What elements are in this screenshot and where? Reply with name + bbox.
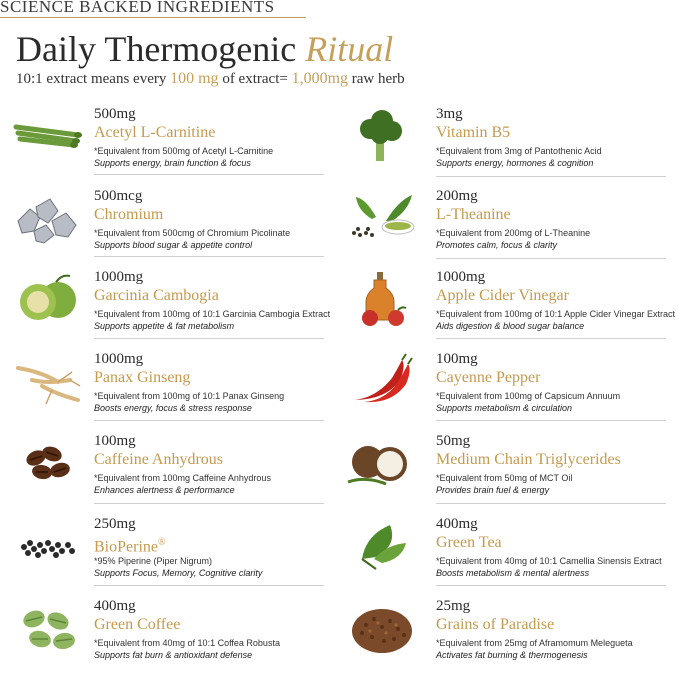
eyebrow-label: SCIENCE BACKED INGREDIENTS bbox=[0, 0, 275, 16]
ingredient-name: Green Tea bbox=[436, 534, 502, 551]
divider bbox=[94, 585, 324, 586]
green-coffee-beans-icon bbox=[12, 597, 84, 657]
ingredient-benefit: Supports energy, brain function & focus bbox=[94, 158, 251, 168]
ingredient-benefit: Activates fat burning & thermogenesis bbox=[436, 650, 588, 660]
ingredient-equivalent: *Equivalent from 100mg of Capsicum Annuum bbox=[436, 391, 621, 401]
ingredient-name: Vitamin B5 bbox=[436, 124, 511, 141]
ingredient-benefit: Supports metabolism & circulation bbox=[436, 403, 573, 413]
chili-pepper-icon bbox=[346, 350, 418, 410]
ingredient-name: L-Theanine bbox=[436, 206, 511, 223]
subtitle-part-b: 100 mg bbox=[170, 70, 219, 87]
broccoli-icon bbox=[346, 105, 418, 165]
vinegar-bottle-apples-icon bbox=[346, 268, 418, 328]
ingredient-name: Acetyl L-Carnitine bbox=[94, 124, 216, 141]
ingredient-name: Garcinia Cambogia bbox=[94, 287, 219, 304]
eyebrow-underline bbox=[0, 17, 306, 18]
page-title bbox=[16, 28, 393, 70]
subtitle-part-c: of extract= bbox=[222, 71, 288, 87]
garcinia-fruit-icon bbox=[12, 268, 84, 328]
ingredient-name-text: BioPerine bbox=[94, 538, 158, 556]
divider bbox=[436, 258, 666, 259]
ingredient-dose: 200mg bbox=[436, 188, 478, 204]
divider bbox=[436, 420, 666, 421]
ingredient-benefit: Boosts energy, focus & stress response bbox=[94, 403, 252, 413]
ingredient-equivalent: *Equivalent from 500cmg of Chromium Picolinate bbox=[94, 228, 291, 238]
ingredient-dose: 400mg bbox=[436, 516, 478, 532]
title-main: Daily Thermogenic bbox=[16, 29, 297, 69]
divider bbox=[94, 256, 324, 257]
ingredient-benefit: Supports Focus, Memory, Cognitive clarity bbox=[94, 568, 263, 578]
ingredient-benefit: Supports blood sugar & appetite control bbox=[94, 240, 253, 250]
tea-leaf-icon bbox=[346, 515, 418, 575]
ingredient-name bbox=[94, 533, 166, 557]
ingredient-name: Apple Cider Vinegar bbox=[436, 287, 569, 304]
ingredient-name: Panax Ginseng bbox=[94, 369, 191, 386]
ingredient-dose: 1000mg bbox=[94, 269, 144, 285]
ingredient-dose: 100mg bbox=[94, 433, 136, 449]
divider bbox=[94, 503, 324, 504]
ingredient-name: Chromium bbox=[94, 206, 164, 223]
subtitle-part-d: 1,000mg bbox=[291, 70, 349, 87]
ingredient-equivalent: *Equivalent from 100mg of 10:1 Panax Ginseng bbox=[94, 391, 285, 401]
subtitle-part-e: raw herb bbox=[351, 71, 405, 87]
ingredient-dose: 100mg bbox=[436, 351, 478, 367]
ingredient-equivalent: *Equivalent from 25mg of Aframomum Melegueta bbox=[436, 638, 633, 648]
ingredient-benefit: Supports fat burn & antioxidant defense bbox=[94, 650, 253, 660]
coffee-beans-icon bbox=[12, 432, 84, 492]
ingredient-name: Cayenne Pepper bbox=[436, 369, 541, 386]
ingredient-benefit: Aids digestion & blood sugar balance bbox=[436, 321, 585, 331]
asparagus-icon bbox=[12, 105, 84, 165]
chromium-crystals-icon bbox=[12, 187, 84, 247]
ingredient-equivalent: *Equivalent from 100mg of 10:1 Apple Cider Vinegar Extract bbox=[436, 309, 675, 319]
divider bbox=[436, 176, 666, 177]
ingredient-benefit: Promotes calm, focus & clarity bbox=[436, 240, 558, 250]
ingredient-name: Medium Chain Triglycerides bbox=[436, 451, 621, 468]
ingredient-equivalent: *95% Piperine (Piper Nigrum) bbox=[94, 556, 213, 566]
grains-of-paradise-icon bbox=[346, 597, 418, 657]
ingredient-benefit: Boosts metabolism & mental alertness bbox=[436, 568, 590, 578]
registered-mark: ® bbox=[158, 537, 166, 548]
ingredient-benefit: Supports appetite & fat metabolism bbox=[94, 321, 235, 331]
ingredient-equivalent: *Equivalent from 100mg of 10:1 Garcinia Cambogia Extract bbox=[94, 309, 331, 319]
divider bbox=[436, 338, 666, 339]
ingredient-equivalent: *Equivalent from 500mg of Acetyl L-Carnitine bbox=[94, 146, 274, 156]
subtitle-part-a: 10:1 extract means every bbox=[16, 71, 167, 87]
ingredient-item bbox=[346, 597, 676, 679]
ingredient-equivalent: *Equivalent from 100mg Caffeine Anhydrous bbox=[94, 473, 271, 483]
ingredient-benefit: Provides brain fuel & energy bbox=[436, 485, 550, 495]
ingredient-item bbox=[346, 187, 676, 269]
ingredient-equivalent: *Equivalent from 40mg of 10:1 Coffea Robusta bbox=[94, 638, 280, 648]
ingredient-name: Green Coffee bbox=[94, 616, 181, 633]
divider bbox=[94, 338, 324, 339]
title-accent: Ritual bbox=[305, 29, 394, 69]
ingredient-dose: 400mg bbox=[94, 598, 136, 614]
black-pepper-icon bbox=[12, 515, 84, 575]
divider bbox=[94, 174, 324, 175]
ingredient-dose: 1000mg bbox=[436, 269, 486, 285]
ingredient-item bbox=[12, 432, 332, 514]
ingredient-name: Grains of Paradise bbox=[436, 616, 555, 633]
ingredient-dose: 250mg bbox=[94, 516, 136, 532]
ingredient-equivalent: *Equivalent from 50mg of MCT Oil bbox=[436, 473, 573, 483]
ingredient-item bbox=[12, 597, 332, 679]
ingredient-name: Caffeine Anhydrous bbox=[94, 451, 224, 468]
ingredient-item bbox=[346, 105, 676, 187]
ingredient-dose: 1000mg bbox=[94, 351, 144, 367]
divider bbox=[436, 503, 666, 504]
green-tea-bowl-icon bbox=[346, 187, 418, 247]
ingredient-equivalent: *Equivalent from 40mg of 10:1 Camellia Sinensis Extract bbox=[436, 556, 662, 566]
ginseng-root-icon bbox=[12, 350, 84, 410]
ingredient-dose: 500mcg bbox=[94, 188, 143, 204]
coconut-icon bbox=[346, 432, 418, 492]
ingredient-equivalent: *Equivalent from 200mg of L-Theanine bbox=[436, 228, 591, 238]
ingredient-item bbox=[346, 432, 676, 514]
ingredient-dose: 500mg bbox=[94, 106, 136, 122]
ingredient-dose: 25mg bbox=[436, 598, 471, 614]
ingredient-benefit: Supports energy, hormones & cognition bbox=[436, 158, 594, 168]
ingredient-benefit: Enhances alertness & performance bbox=[94, 485, 235, 495]
ingredient-equivalent: *Equivalent from 3mg of Pantothenic Acid bbox=[436, 146, 602, 156]
ingredient-dose: 3mg bbox=[436, 106, 463, 122]
ingredient-dose: 50mg bbox=[436, 433, 471, 449]
divider bbox=[94, 420, 324, 421]
divider bbox=[436, 585, 666, 586]
subtitle bbox=[16, 70, 405, 88]
